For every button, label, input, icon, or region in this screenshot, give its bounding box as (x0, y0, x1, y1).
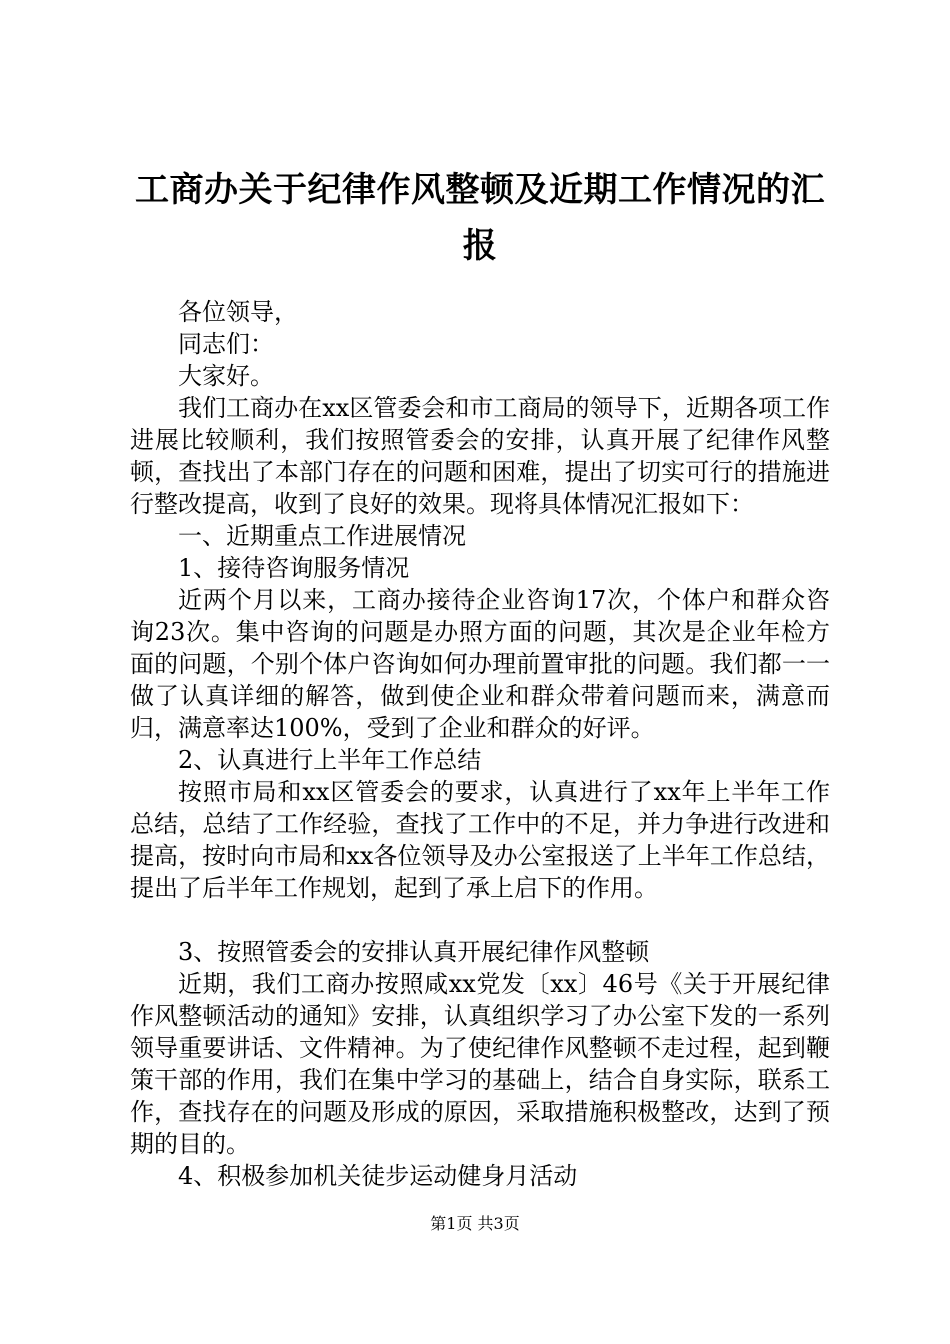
subheading-4: 4、积极参加机关徒步运动健身月活动 (178, 1162, 578, 1190)
paragraph-summary: 按照市局和xx区管委会的要求，认真进行了xx年上半年工作总结，总结了工作经验，查找了工作中的不足，并力争进行改进和提高，按时向市局和xx各位领导及办公室报送了上半年工作总结，提出了后半年工作规划，起到了承上启下的作用。 (130, 778, 830, 902)
salutation-comrades: 同志们： (178, 330, 274, 358)
intro-paragraph: 我们工商办在xx区管委会和市工商局的领导下，近期各项工作进展比较顺利，我们按照管委会的安排，认真开展了纪律作风整顿，查找出了本部门存在的问题和困难，提出了切实可行的措施进行整改提高，收到了良好的效果。现将具体情况汇报如下： (130, 394, 830, 518)
document-body (130, 296, 830, 1192)
subheading-1: 1、接待咨询服务情况 (178, 554, 410, 582)
document-title: 工商办关于纪律作风整顿及近期工作情况的汇报 (135, 170, 825, 266)
paragraph-consultation: 近两个月以来，工商办接待企业咨询17次，个体户和群众咨询23次。集中咨询的问题是办照方面的问题，其次是企业年检方面的问题，个别个体户咨询如何办理前置审批的问题。我们都一一做了认真详细的解答，做到使企业和群众带着问题而来，满意而归，满意率达100%，受到了企业和群众的好评。 (130, 586, 830, 742)
page-footer: 第1页 共3页 (430, 1214, 520, 1233)
salutation-leaders: 各位领导， (178, 298, 298, 326)
paragraph-gap (130, 904, 830, 936)
subheading-2: 2、认真进行上半年工作总结 (178, 746, 482, 774)
section-heading-1: 一、近期重点工作进展情况 (178, 522, 466, 550)
subheading-3: 3、按照管委会的安排认真开展纪律作风整顿 (178, 938, 650, 966)
paragraph-discipline: 近期，我们工商办按照咸xx党发〔xx〕46号《关于开展纪律作风整顿活动的通知》安排，认真组织学习了办公室下发的一系列领导重要讲话、文件精神。为了使纪律作风整顿不走过程，起到鞭策干部的作用，我们在集中学习的基础上，结合自身实际，联系工作，查找存在的问题及形成的原因，采取措施积极整改，达到了预期的目的。 (130, 970, 830, 1158)
greeting: 大家好。 (178, 362, 274, 390)
